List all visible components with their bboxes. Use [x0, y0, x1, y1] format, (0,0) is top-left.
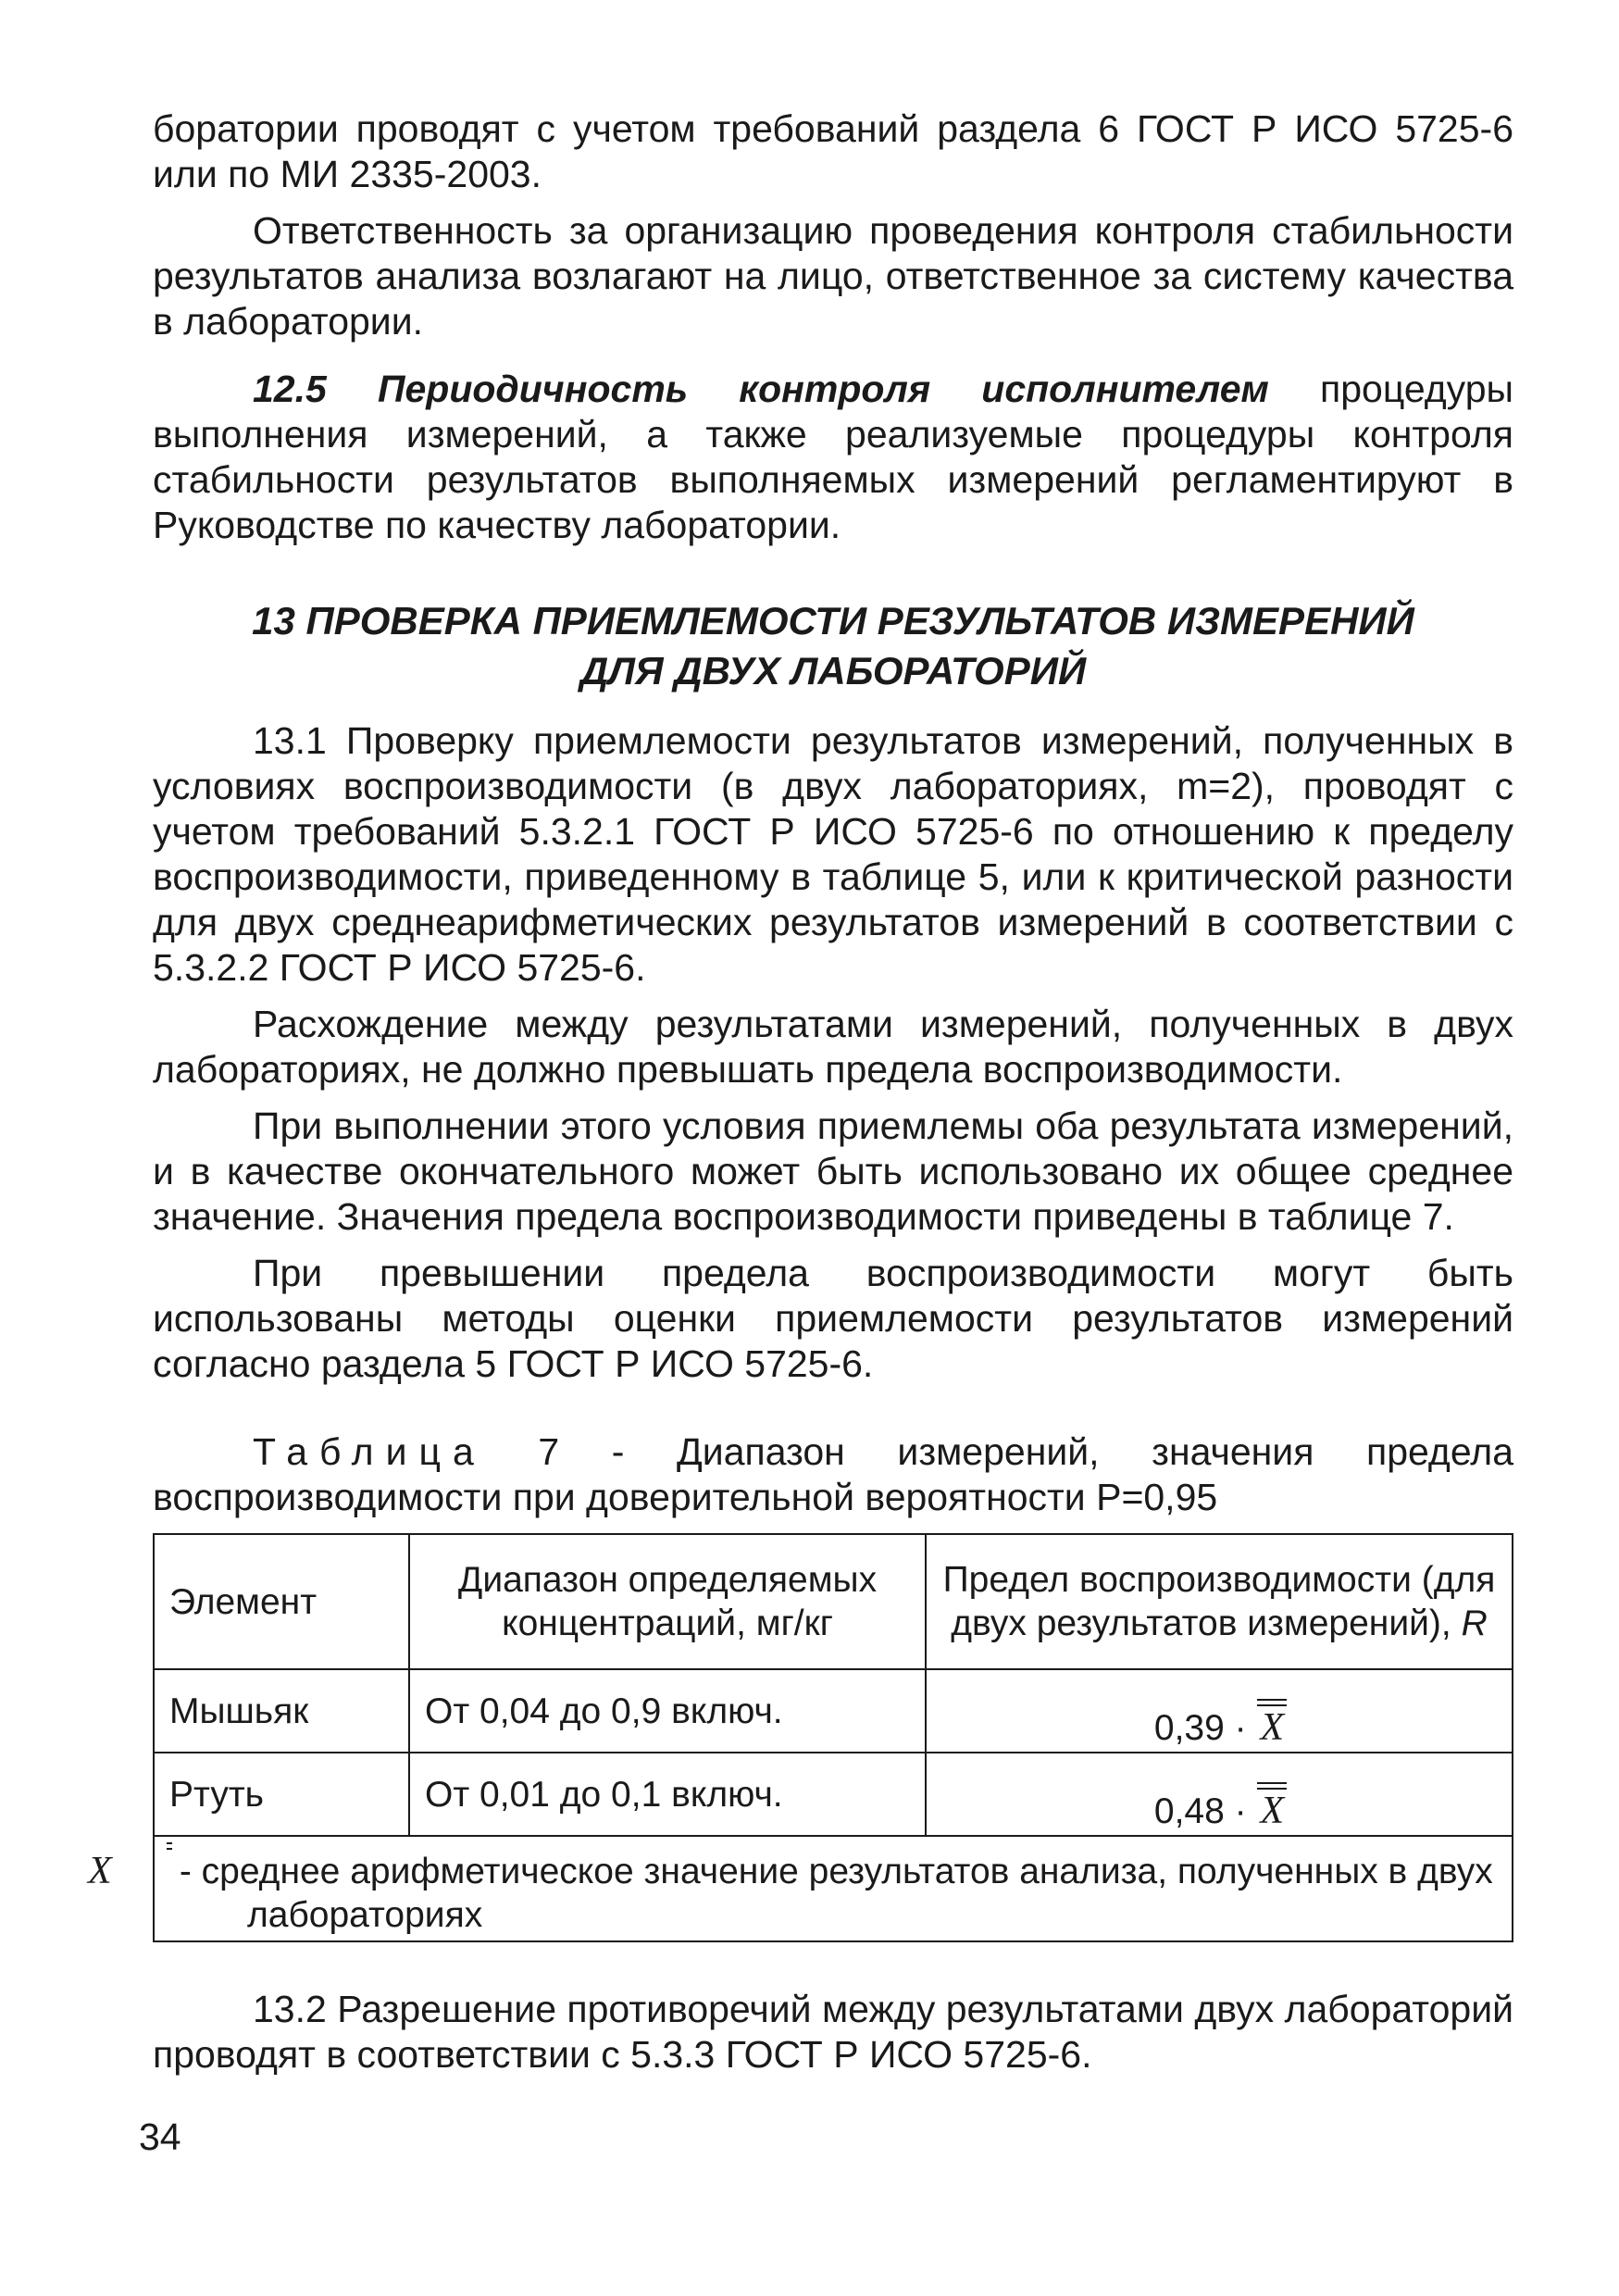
page-number: 34 — [139, 2115, 181, 2158]
page-content — [88, 106, 1513, 2078]
cell-limit-coef: 0,48 · — [1153, 1791, 1257, 1831]
paragraph-13-1: 13.1 Проверку приемлемости результатов измерений, полученных в условиях воспроизводимости (в двух лабораториях, m=2), проводят с учетом требований 5.3.2.1 ГОСТ Р ИСО 5725-6 по отношению к пределу воспроизводимости, приведенному в таблице 5, или к критической разности для двух среднеарифметических результатов измерений в соответствии с 5.3.2.2 ГОСТ Р ИСО 5725-6. — [153, 719, 1513, 989]
paragraph-acceptance: При выполнении этого условия приемлемы оба результата измерений, и в качестве окончательного может быть использовано их общее среднее значение. Значения предела воспроизводимости приведены в таблице 7. — [153, 1104, 1513, 1238]
paragraph-discrepancy: Расхождение между результатами измерений, полученных в двух лабораториях, не должно превышать предела воспроизводимости. — [153, 1003, 1513, 1091]
section-13-heading — [153, 596, 1513, 696]
table-caption-text: 7 - Диапазон измерений, значения предела воспроизводимости при доверительной вероятности Р=0,95 — [153, 1430, 1513, 1518]
table-7 — [88, 1533, 1513, 1942]
cell-limit — [926, 1669, 1513, 1753]
table-row — [154, 1753, 1513, 1836]
paragraph-responsibility: Ответственность за организацию проведения контроля стабильности результатов анализа возлагают на лицо, ответственное за систему качества в лаборатории. — [153, 209, 1513, 343]
cell-range: От 0,04 до 0,9 включ. — [409, 1669, 926, 1753]
cell-element: Ртуть — [154, 1753, 409, 1836]
mean-symbol: X — [1260, 1780, 1284, 1833]
table-row — [154, 1669, 1513, 1753]
clause-12-5-text: процедуры выполнения измерений, а также реализуемые процедуры контроля стабильности результатов выполняемых измерений регламентируют в Руководстве по качеству лаборатории. — [153, 368, 1513, 546]
clause-12-5-title: 12.5 Периодичность контроля исполнителем — [253, 368, 1269, 410]
table-7-caption — [153, 1429, 1513, 1520]
section-13-heading-line1: 13 ПРОВЕРКА ПРИЕМЛЕМОСТИ РЕЗУЛЬТАТОВ ИЗМЕРЕНИЙ — [252, 599, 1414, 643]
header-limit — [926, 1534, 1513, 1669]
cell-element: Мышьяк — [154, 1669, 409, 1753]
section-13-heading-line2: ДЛЯ ДВУХ ЛАБОРАТОРИЙ — [579, 649, 1087, 693]
header-element: Элемент — [154, 1534, 409, 1669]
cell-limit-coef: 0,39 · — [1153, 1708, 1257, 1748]
table-note-text: - среднее арифметическое значение результатов анализа, полученных в двух лабораториях — [169, 1852, 1493, 1935]
header-limit-symbol: R — [1461, 1603, 1488, 1643]
cell-limit — [926, 1753, 1513, 1836]
table-note-row — [154, 1836, 1513, 1941]
header-range: Диапазон определяемых концентраций, мг/кг — [409, 1534, 926, 1669]
table-note: X - среднее арифметическое значение результатов анализа, полученных в двух лабораториях — [154, 1836, 1513, 1941]
table-header-row — [154, 1534, 1513, 1669]
paragraph-exceedance: При превышении предела воспроизводимости могут быть использованы методы оценки приемлемости результатов измерений согласно раздела 5 ГОСТ Р ИСО 5725-6. — [153, 1252, 1513, 1385]
paragraph-lab-continuation: боратории проводят с учетом требований раздела 6 ГОСТ Р ИСО 5725-6 или по МИ 2335-2003. — [153, 107, 1513, 195]
paragraph-13-2: 13.2 Разрешение противоречий между результатами двух лабораторий проводят в соответствии с 5.3.3 ГОСТ Р ИСО 5725-6. — [153, 1988, 1513, 2076]
header-limit-text: Предел воспроизводимости (для двух результатов измерений), — [942, 1560, 1496, 1643]
table-caption-label: Таблица — [253, 1430, 486, 1473]
cell-range: От 0,01 до 0,1 включ. — [409, 1753, 926, 1836]
paragraph-12-5 — [153, 367, 1513, 548]
mean-symbol: X — [1260, 1697, 1284, 1750]
